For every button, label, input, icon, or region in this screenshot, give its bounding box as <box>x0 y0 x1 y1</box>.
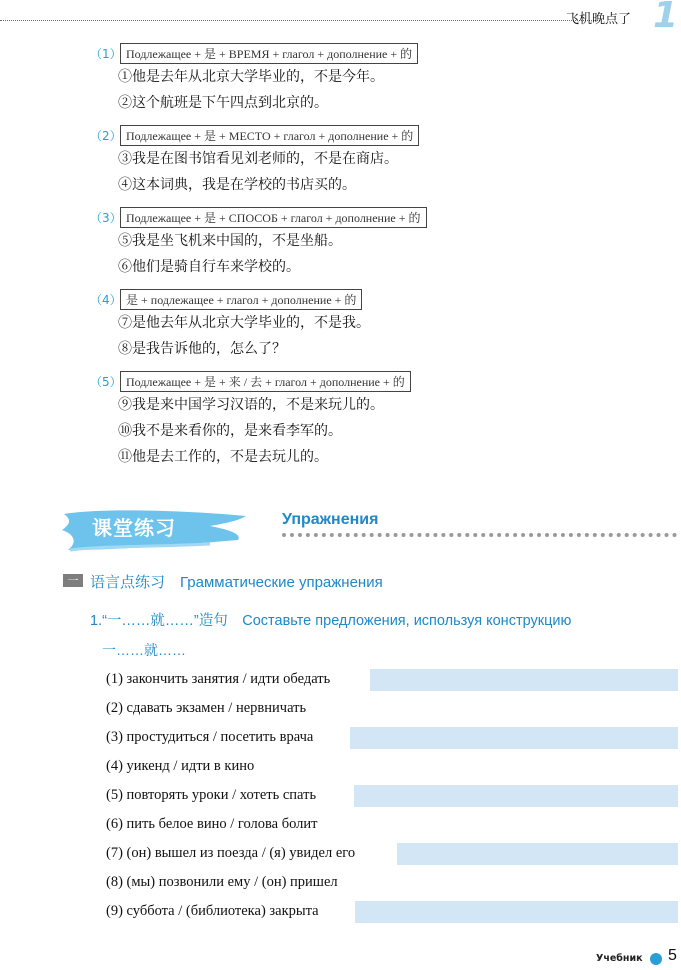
pattern-number: （3） <box>90 210 122 225</box>
task-subtitle: 一……就…… <box>102 642 186 658</box>
pattern-number: （2） <box>90 128 122 143</box>
pattern-formula: Подлежащее + 是 + СПОСОБ + глагол + дополнение + 的 <box>120 207 427 228</box>
example-sentence: ③我是在图书馆看见刘老师的，不是在商店。 <box>118 151 398 167</box>
answer-field-5[interactable] <box>354 785 678 807</box>
example-sentence: ①他是去年从北京大学毕业的，不是今年。 <box>118 69 384 85</box>
dotted-divider <box>282 533 677 537</box>
example-sentence: ④这本词典，我是在学校的书店买的。 <box>118 177 356 193</box>
header-rule <box>0 20 600 21</box>
page-number: 5 <box>668 947 677 964</box>
exercise-item-9: (9) суббота / (библиотека) закрыта <box>106 903 319 919</box>
exercise-item-7: (7) (он) вышел из поезда / (я) увидел его <box>106 845 356 861</box>
exercise-item-6: (6) пить белое вино / голова болит <box>106 816 318 832</box>
example-sentence: ⑥他们是骑自行车来学校的。 <box>118 259 300 275</box>
example-sentence: ⑨我是来中国学习汉语的，不是来玩儿的。 <box>118 397 384 413</box>
pattern-group-2 <box>90 124 419 198</box>
example-sentence: ②这个航班是下午四点到北京的。 <box>118 95 328 111</box>
answer-field-9[interactable] <box>355 901 678 923</box>
chapter-title: 飞机晚点了 <box>566 12 632 27</box>
pattern-number: （1） <box>90 46 122 61</box>
example-sentence: ⑪他是去工作的，不是去玩儿的。 <box>118 449 328 465</box>
exercise-item-3: (3) простудиться / посетить врача <box>106 729 314 745</box>
pattern-formula: Подлежащее + 是 + ВРЕМЯ + глагол + дополнение + 的 <box>120 43 418 64</box>
pattern-number: （4） <box>90 292 122 307</box>
subsection-marker-label: 一 <box>67 574 79 587</box>
chapter-number: 1 <box>653 0 679 36</box>
pattern-group-3 <box>90 206 427 280</box>
exercise-item-2: (2) сдавать экзамен / нервничать <box>106 700 307 716</box>
example-sentence: ⑤我是坐飞机来中国的，不是坐船。 <box>118 233 342 249</box>
answer-field-3[interactable] <box>350 727 678 749</box>
example-sentence: ⑩我不是来看你的，是来看李军的。 <box>118 423 342 439</box>
subsection-title: 语言点练习 Грамматические упражнения <box>90 574 383 591</box>
answer-field-1[interactable] <box>370 669 678 691</box>
pattern-number: （5） <box>90 374 122 389</box>
pattern-formula: 是 + подлежащее + глагол + дополнение + 的 <box>120 289 362 310</box>
pattern-group-1 <box>90 42 418 116</box>
pattern-group-4 <box>90 288 370 362</box>
exercise-item-8: (8) (мы) позвонили ему / (он) пришел <box>106 874 338 890</box>
answer-field-7[interactable] <box>397 843 678 865</box>
banner-label: 课堂练习 <box>92 516 176 540</box>
example-sentence: ⑧是我告诉他的，怎么了？ <box>118 341 286 357</box>
footer-label: Учебник <box>596 953 643 964</box>
pattern-formula: Подлежащее + 是 + МЕСТО + глагол + дополнение + 的 <box>120 125 419 146</box>
exercise-item-4: (4) уикенд / идти в кино <box>106 758 255 774</box>
task-title: 1.“一……就……”造句 Составьте предложения, используя конструкцию <box>90 613 572 629</box>
example-sentence: ⑦是他去年从北京大学毕业的，不是我。 <box>118 315 370 331</box>
pattern-formula: Подлежащее + 是 + 来 / 去 + глагол + дополнение + 的 <box>120 371 411 392</box>
exercise-item-1: (1) закончить занятия / идти обедать <box>106 671 331 687</box>
section-title: Упражнения <box>282 511 379 528</box>
exercise-item-5: (5) повторять уроки / хотеть спать <box>106 787 317 803</box>
footer-dot-icon <box>650 953 662 965</box>
pattern-group-5 <box>90 370 411 470</box>
